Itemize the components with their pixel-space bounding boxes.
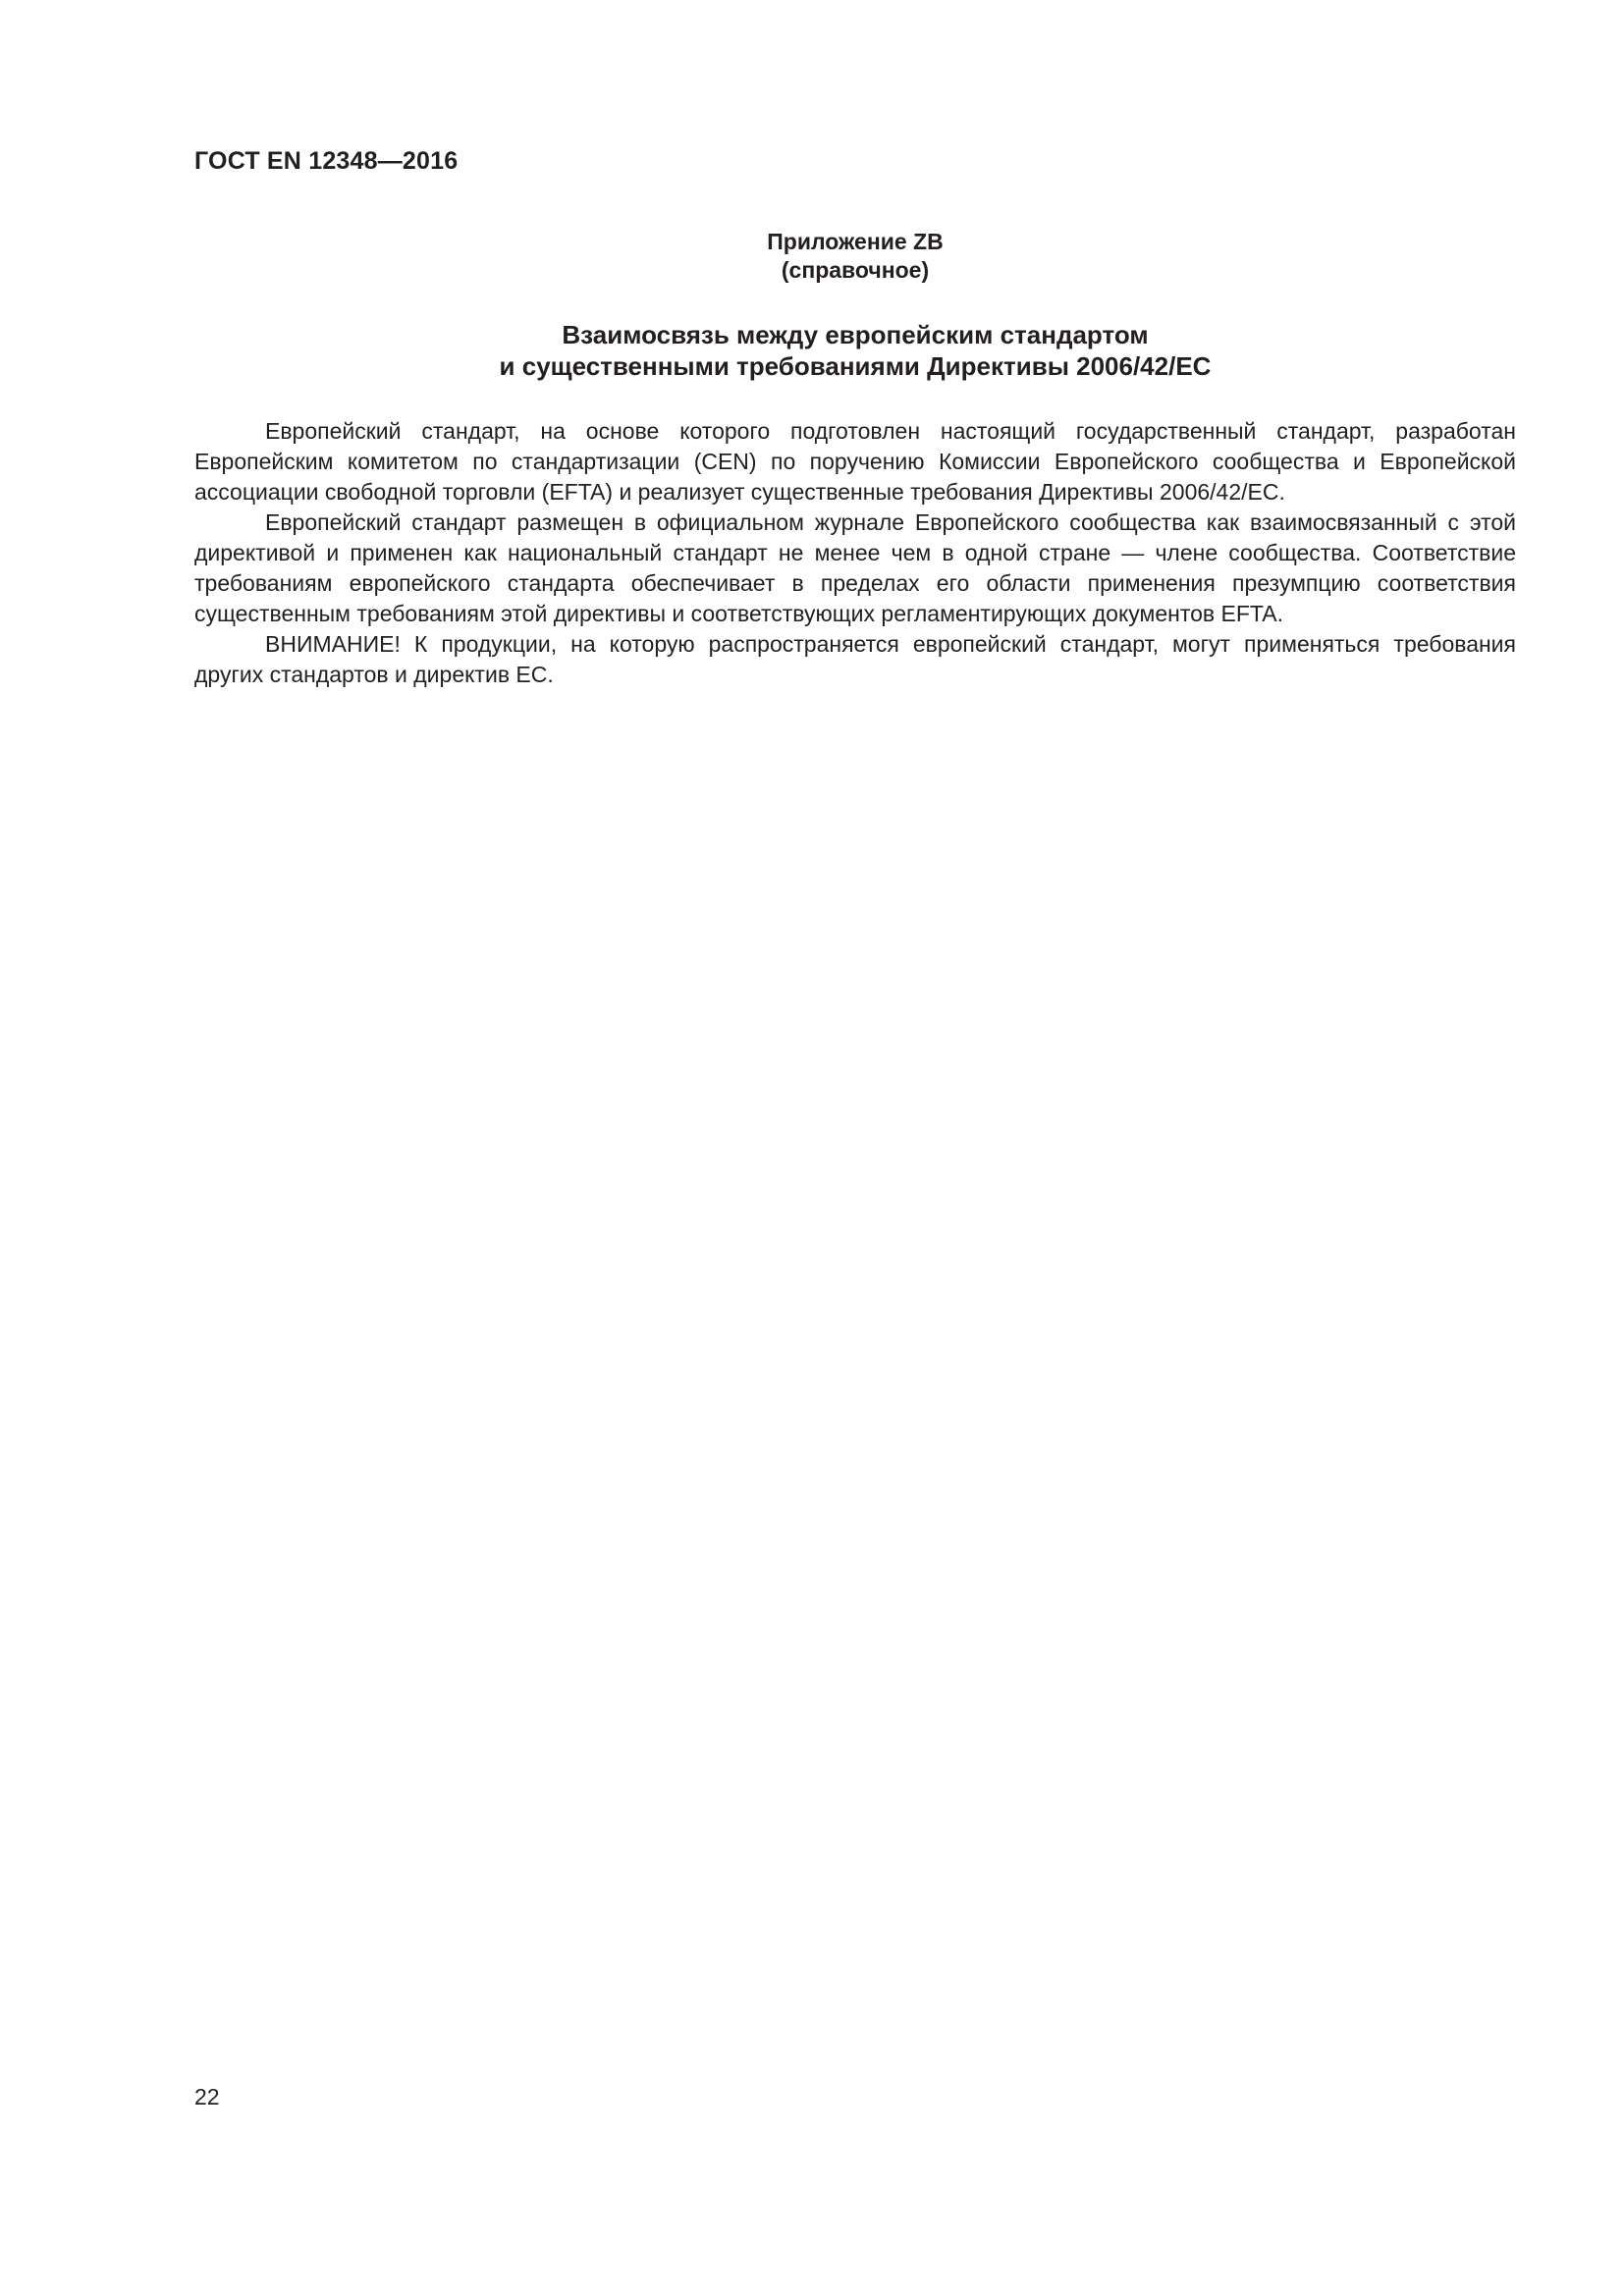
paragraph: Европейский стандарт, на основе которого подготовлен настоящий государственный стандарт, разработан Европейским комитетом по стандартизации (CEN) по поручению Комиссии Европейского сообщества и Европейской ассоциации свободной торговли (EFTA) и реализует существенные требования Директивы 2006/42/EC. (194, 418, 1516, 505)
section-heading-line-2: и существенными требованиями Директивы 2006/42/EC (499, 351, 1212, 381)
paragraph: Европейский стандарт размещен в официальном журнале Европейского сообщества как взаимосвязанный с этой директивой и применен как национальный стандарт не менее чем в одной стране — члене сообщества. Соответствие требованиям европейского стандарта обеспечивает в пределах его области применения презумпцию соответствия существенным требованиям этой директивы и соответствующих регламентирующих документов EFTA. (194, 509, 1516, 626)
section-heading (194, 319, 1516, 382)
annex-title-block (194, 228, 1516, 285)
paragraph: ВНИМАНИЕ! К продукции, на которую распространяется европейский стандарт, могут применяться требования других стандартов и директив ЕС. (194, 631, 1516, 687)
section-heading-line-1: Взаимосвязь между европейским стандартом (562, 320, 1149, 349)
annex-title: Приложение ZB (767, 229, 944, 254)
body-text (194, 416, 1516, 690)
standard-designation: ГОСТ EN 12348—2016 (194, 147, 459, 175)
page-number: 22 (194, 2084, 220, 2109)
annex-status: (справочное) (781, 257, 930, 283)
